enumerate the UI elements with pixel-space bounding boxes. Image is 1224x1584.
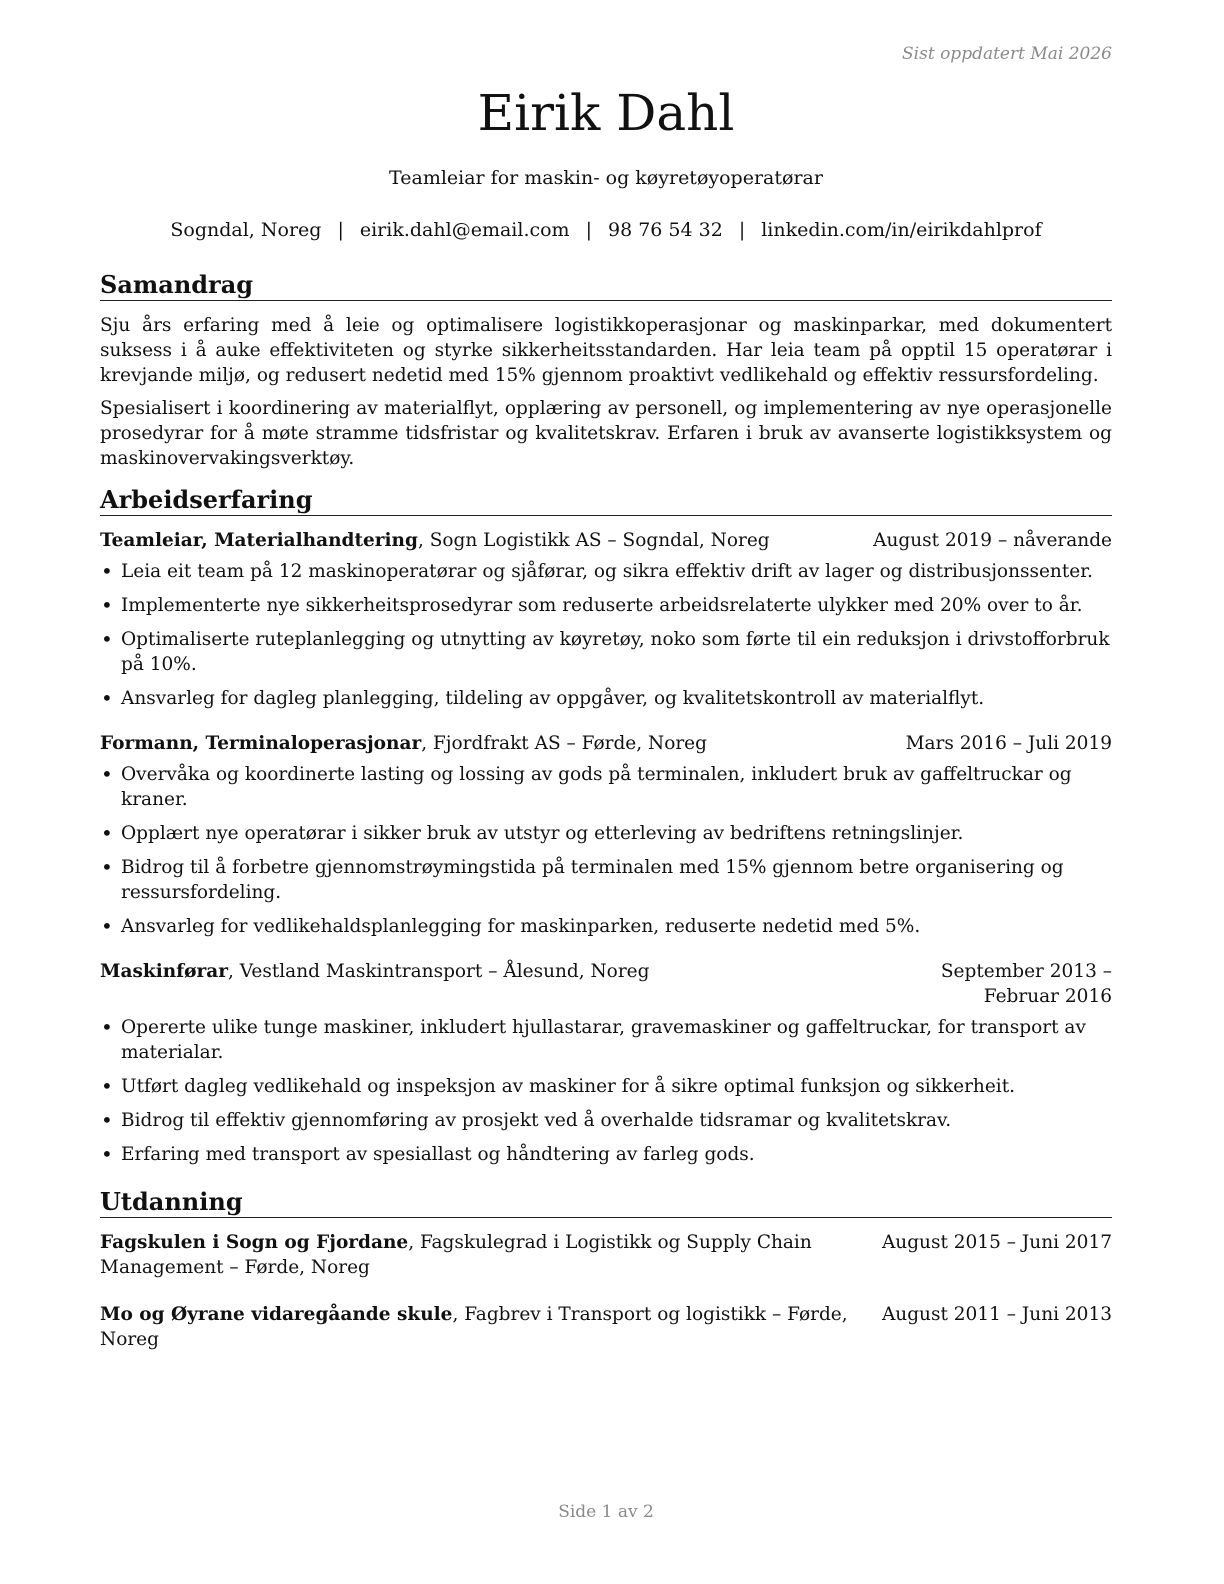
contact-linkedin[interactable]: linkedin.com/in/eirikdahlprof — [761, 219, 1042, 241]
list-item: • Implementerte nye sikkerheitsprosedyrar som reduserte arbeidsrelaterte ulykker med 20% over to år. — [100, 593, 1112, 618]
job-entry — [100, 959, 1112, 1167]
education-detail: , Fagbrev i Transport og logistikk – Førde, Noreg — [100, 1304, 848, 1350]
resume-content — [100, 270, 1112, 1374]
education-section — [100, 1187, 1112, 1352]
job-dates: Mars 2016 – Juli 2019 — [905, 733, 1112, 754]
education-entry — [100, 1302, 1112, 1352]
education-school: Fagskulen i Sogn og Fjordane — [100, 1232, 409, 1253]
education-dates: August 2011 – Juni 2013 — [881, 1304, 1112, 1325]
job-company: , Fjordfrakt AS – Førde, Noreg — [421, 733, 707, 754]
list-item: • Utført dagleg vedlikehald og inspeksjon av maskiner for å sikre optimal funksjon og sikkerheit. — [100, 1074, 1112, 1099]
job-dates: September 2013 – Februar 2016 — [940, 961, 1112, 1007]
section-title: Arbeidserfaring — [100, 485, 1112, 516]
list-item: • Leia eit team på 12 maskinoperatørar og sjåførar, og sikra effektiv drift av lager og distribusjonssenter. — [100, 559, 1112, 584]
job-role: Maskinførar — [100, 961, 228, 982]
contact-separator: | — [585, 219, 592, 241]
job-bullets — [100, 559, 1112, 711]
job-header — [100, 731, 1112, 756]
list-item: • Ansvarleg for dagleg planlegging, tildeling av oppgåver, og kvalitetskontroll av materialflyt. — [100, 686, 1112, 711]
contact-separator: | — [738, 219, 746, 241]
job-role: Teamleiar, Materialhandtering — [100, 530, 418, 551]
job-header — [100, 528, 1112, 553]
job-entry — [100, 528, 1112, 711]
job-header — [100, 959, 1112, 1009]
summary-paragraph: Sju års erfaring med å leie og optimalisere logistikkoperasjonar og maskinparkar, med dokumentert suksess i å auke effektiviteten og styrke sikkerheitsstandarden. Har leia team på opptil 15 operatørar i krevjande miljø, og redusert nedetid med 15% gjennom proaktivt vedlikehald og effektiv ressursfordeling. — [100, 315, 1112, 386]
experience-section — [100, 485, 1112, 1167]
section-title: Utdanning — [100, 1187, 1112, 1218]
job-bullets — [100, 1015, 1112, 1167]
education-entry — [100, 1230, 1112, 1280]
page-number: Side 1 av 2 — [558, 1502, 654, 1522]
summary-section — [100, 270, 1112, 471]
education-dates: August 2015 – Juni 2017 — [881, 1232, 1112, 1253]
list-item: • Optimaliserte ruteplanlegging og utnytting av køyretøy, noko som førte til ein reduksjon i drivstofforbruk på 10%. — [100, 627, 1112, 677]
job-dates: August 2019 – nåverande — [873, 530, 1112, 551]
list-item: • Ansvarleg for vedlikehaldsplanlegging for maskinparken, reduserte nedetid med 5%. — [100, 914, 1112, 939]
job-company: , Sogn Logistikk AS – Sogndal, Noreg — [417, 530, 770, 551]
education-detail: , Fagskulegrad i Logistikk og Supply Chain Management – Førde, Noreg — [100, 1232, 812, 1278]
section-title: Samandrag — [100, 270, 1112, 301]
job-entry — [100, 731, 1112, 939]
candidate-tagline: Teamleiar for maskin- og køyretøyoperatørar — [389, 167, 823, 189]
candidate-name: Eirik Dahl — [477, 84, 735, 142]
list-item: • Bidrog til effektiv gjennomføring av prosjekt ved å overhalde tidsramar og kvalitetskrav. — [100, 1108, 1112, 1133]
contact-email[interactable]: eirik.dahl@email.com — [359, 219, 570, 241]
list-item: • Bidrog til å forbetre gjennomstrøymingstida på terminalen med 15% gjennom betre organisering og ressursfordeling. — [100, 855, 1112, 905]
contact-line — [100, 219, 1112, 241]
last-updated: Sist oppdatert Mai 2026 — [902, 44, 1112, 64]
contact-separator: | — [337, 219, 344, 241]
job-role: Formann, Terminaloperasjonar — [100, 733, 422, 754]
education-school: Mo og Øyrane vidaregåande skule — [100, 1304, 453, 1325]
job-company: , Vestland Maskintransport – Ålesund, Noreg — [227, 961, 650, 982]
job-bullets — [100, 762, 1112, 939]
contact-phone: 98 76 54 32 — [607, 219, 723, 241]
list-item: • Erfaring med transport av spesiallast og håndtering av farleg gods. — [100, 1142, 1112, 1167]
resume-page — [100, 0, 1112, 1584]
summary-paragraph: Spesialisert i koordinering av materialflyt, opplæring av personell, og implementering av nye operasjonelle prosedyrar for å møte stramme tidsfristar og kvalitetskrav. Erfaren i bruk av avanserte logistikksystem og maskinovervakingsverktøy. — [100, 398, 1112, 469]
list-item: • Overvåka og koordinerte lasting og lossing av gods på terminalen, inkludert bruk av gaffeltruckar og kraner. — [100, 762, 1112, 812]
contact-location: Sogndal, Noreg — [170, 219, 322, 241]
list-item: • Opererte ulike tunge maskiner, inkludert hjullastarar, gravemaskiner og gaffeltruckar, for transport av materialar. — [100, 1015, 1112, 1065]
list-item: • Opplært nye operatørar i sikker bruk av utstyr og etterleving av bedriftens retningslinjer. — [100, 821, 1112, 846]
